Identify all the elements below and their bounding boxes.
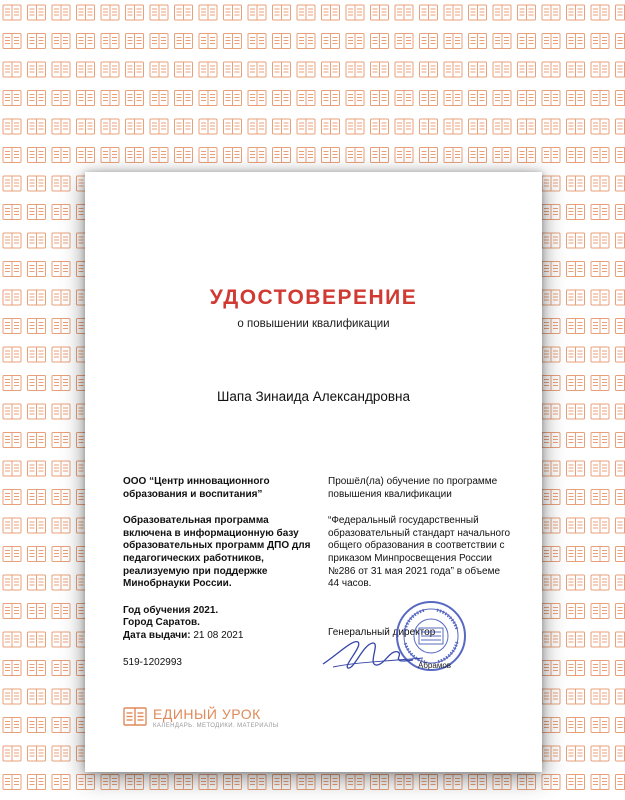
certificate-title: УДОСТОВЕРЕНИЕ [209, 286, 418, 309]
issue-date-line [123, 630, 313, 643]
recipient-name: Шапа Зинаида Александровна [217, 389, 410, 404]
issue-date: 21 08 2021 [193, 629, 244, 641]
organization-name: ООО “Центр инновационного образования и воспитания” [123, 476, 270, 500]
signature-icon [318, 634, 428, 674]
program-name: “Федеральный государственный образовательный стандарт начального общего образования в соответствии с приказом Минпросвещения России №286 от 31 мая 2021 года” в объеме 44 часов. [328, 515, 511, 590]
edinyi-urok-logo [123, 704, 363, 734]
program-details [328, 476, 513, 591]
issuer-details [123, 476, 313, 669]
certificate-subtitle: о повышении квалификации [237, 318, 390, 330]
logo-name: ЕДИНЫЙ УРОК [153, 706, 261, 722]
city: Город Саратов. [123, 617, 200, 629]
logo-tagline: КАЛЕНДАРЬ. МЕТОДИКИ. МАТЕРИАЛЫ [153, 723, 279, 729]
certificate-sheet [85, 172, 542, 772]
book-logo-icon [123, 706, 147, 728]
director-name: Абрамов [418, 661, 452, 670]
director-title: Генеральный директор [328, 627, 436, 638]
study-year: Год обучения 2021. [123, 604, 219, 616]
completion-statement: Прошёл(ла) обучение по программе повышения квалификации [328, 476, 498, 500]
issue-date-label: Дата выдачи: [123, 629, 191, 641]
certificate-number: 519-1202993 [123, 656, 182, 668]
program-note: Образовательная программа включена в информационную базу образовательных программ ДПО для педагогических работников, реализуемую при поддержке Минобрнауки России. [123, 515, 311, 590]
